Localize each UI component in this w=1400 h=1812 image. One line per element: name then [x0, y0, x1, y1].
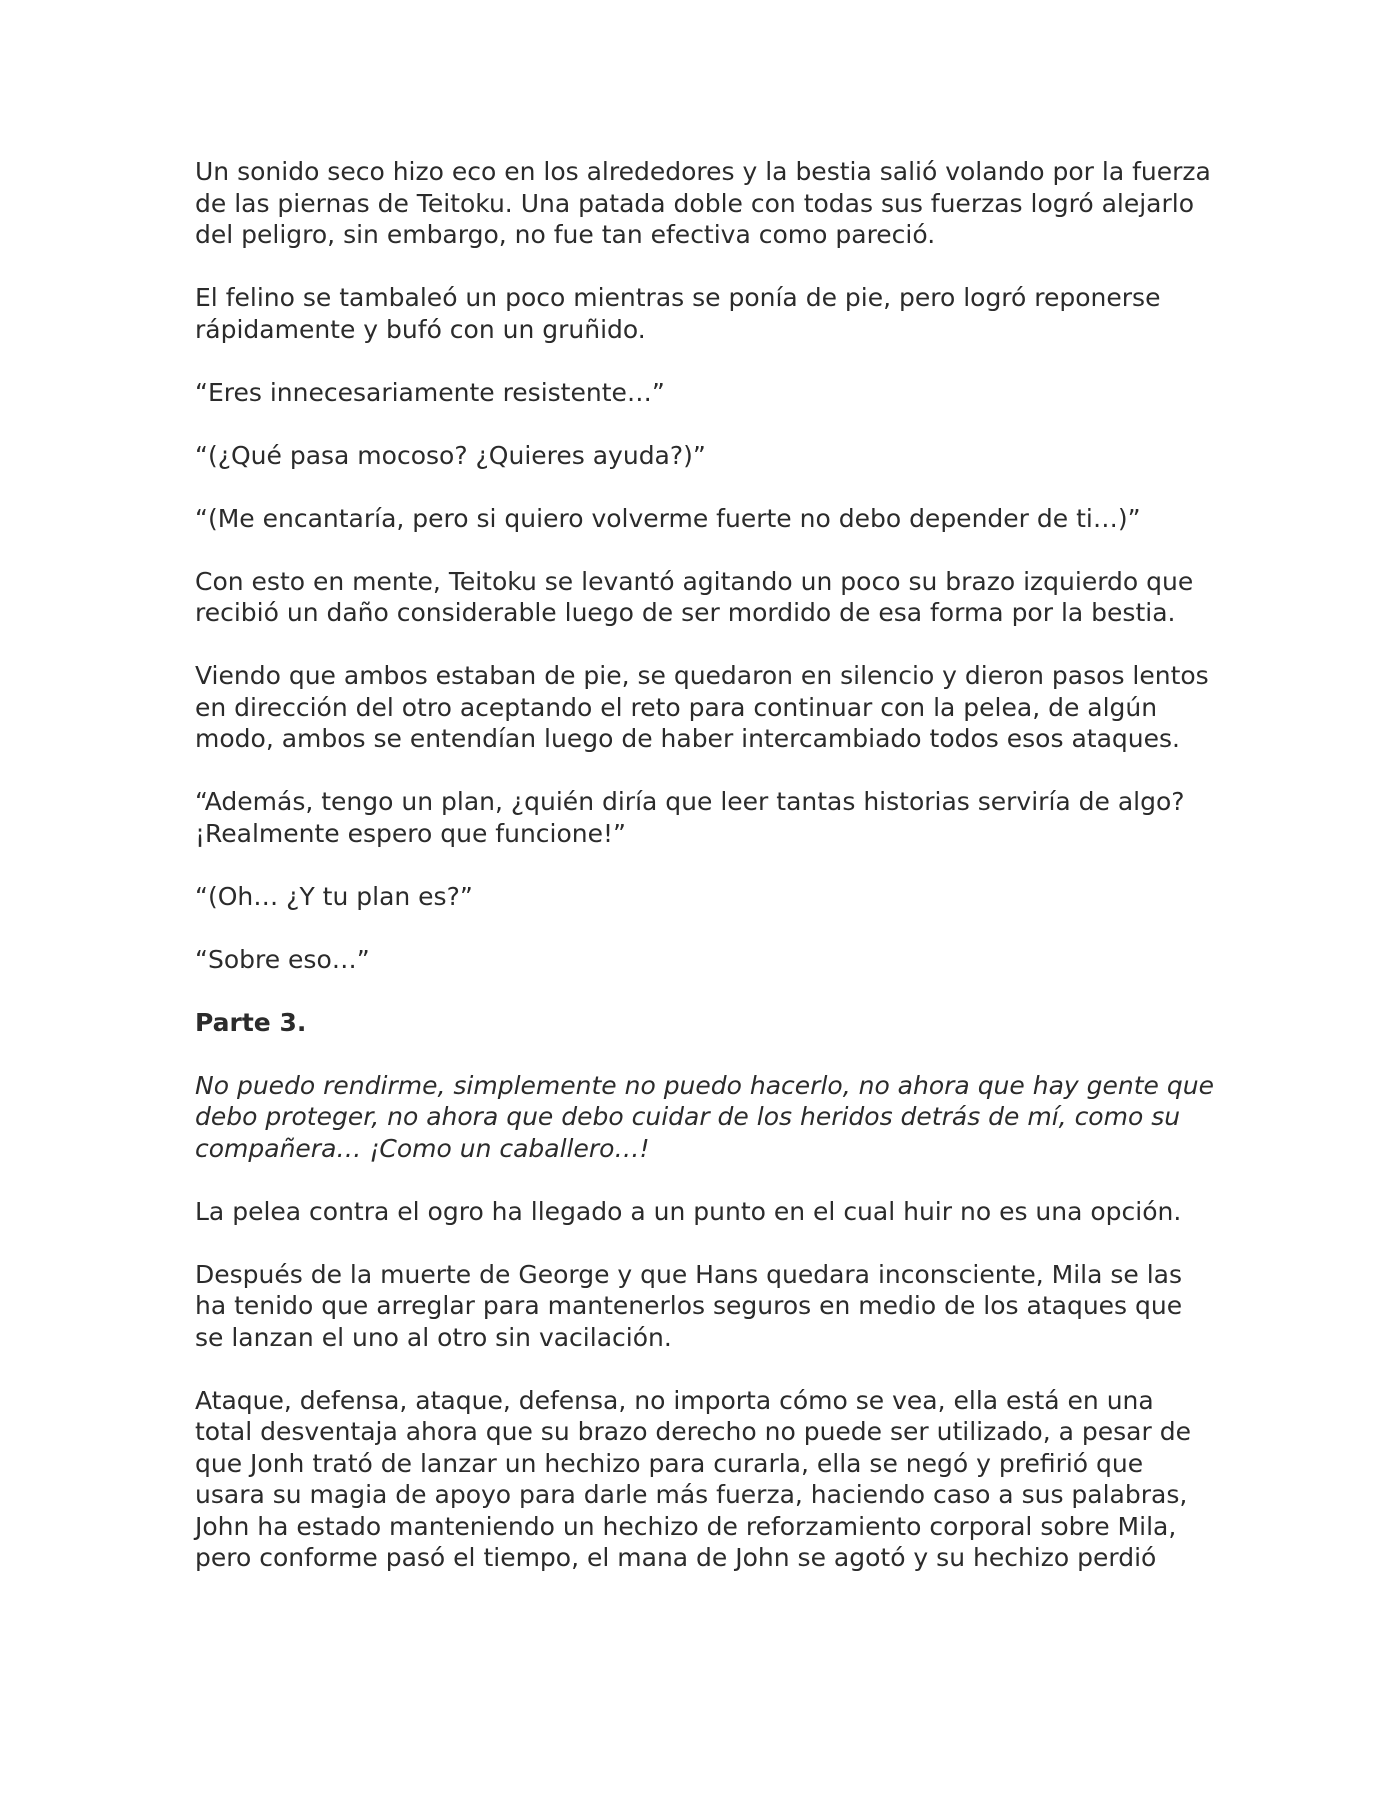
paragraph: La pelea contra el ogro ha llegado a un punto en el cual huir no es una opción. — [195, 1196, 1182, 1226]
dialogue-line: “Sobre eso…” — [195, 944, 370, 974]
dialogue-line: “(Oh… ¿Y tu plan es?” — [195, 881, 473, 911]
dialogue-line: “(¿Qué pasa mocoso? ¿Quieres ayuda?)” — [195, 440, 706, 470]
paragraph: Un sonido seco hizo eco en los alrededores y la bestia salió volando por la fuerza de las piernas de Teitoku. Una patada doble con todas sus fuerzas logró alejarlo del peligro, sin embargo, no fue tan efectiva como pareció. — [195, 157, 1211, 249]
section-heading: Parte 3. — [195, 1007, 307, 1037]
paragraph: Con esto en mente, Teitoku se levantó agitando un poco su brazo izquierdo que recibió un daño considerable luego de ser mordido de esa forma por la bestia. — [195, 566, 1194, 627]
inner-monologue: No puedo rendirme, simplemente no puedo hacerlo, no ahora que hay gente que debo proteger, no ahora que debo cuidar de los heridos detrás de mí, como su compañera… ¡Como un caballero…! — [195, 1070, 1214, 1163]
document-page — [195, 156, 1215, 1605]
dialogue-line: “(Me encantaría, pero si quiero volverme fuerte no debo depender de ti…)” — [195, 503, 1141, 533]
paragraph: Viendo que ambos estaban de pie, se quedaron en silencio y dieron pasos lentos en dirección del otro aceptando el reto para continuar con la pelea, de algún modo, ambos se entendían luego de haber intercambiado todos esos ataques. — [195, 661, 1209, 753]
paragraph: El felino se tambaleó un poco mientras se ponía de pie, pero logró reponerse rápidamente y bufó con un gruñido. — [195, 283, 1161, 344]
dialogue-line: “Eres innecesariamente resistente…” — [195, 377, 665, 407]
paragraph: Después de la muerte de George y que Hans quedara inconsciente, Mila se las ha tenido que arreglar para mantenerlos seguros en medio de los ataques que se lanzan el uno al otro sin vacilación. — [195, 1259, 1183, 1352]
dialogue-line: “Además, tengo un plan, ¿quién diría que leer tantas historias serviría de algo? ¡Realmente espero que funcione!” — [195, 787, 1185, 848]
paragraph: Ataque, defensa, ataque, defensa, no importa cómo se vea, ella está en una total desventaja ahora que su brazo derecho no puede ser utilizado, a pesar de que Jonh trató de lanzar un hechizo para curarla, ella se negó y prefirió que usara su magia de apoyo para darle más fuerza, haciendo caso a sus palabras, John ha estado manteniendo un hechizo de reforzamiento corporal sobre Mila, pero conforme pasó el tiempo, el mana de John se agotó y su hechizo perdió — [195, 1385, 1191, 1572]
